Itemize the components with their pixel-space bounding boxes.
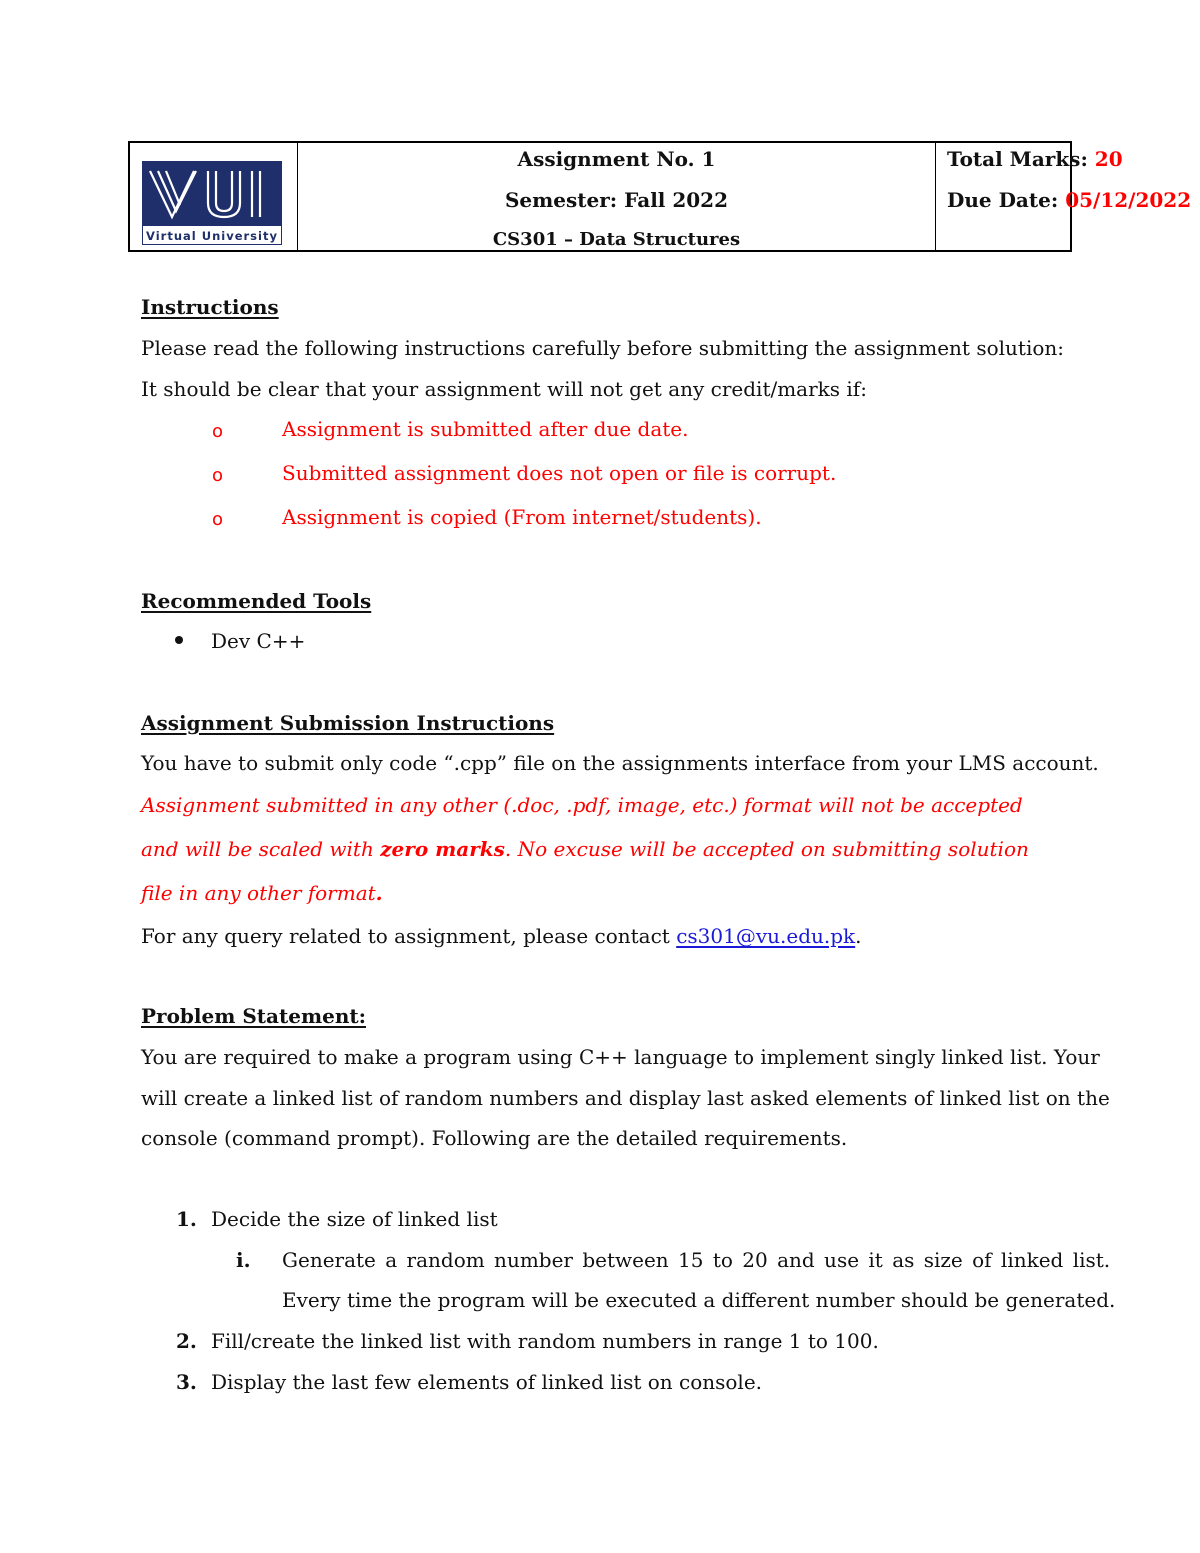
instruction-bullet: Assignment is copied (From internet/students). xyxy=(282,505,762,529)
zero-marks: zero marks xyxy=(380,837,505,861)
substep-line1: Generate a random number between 15 to 20 and use it as size of linked list. xyxy=(282,1248,1111,1272)
step-number: 2. xyxy=(176,1329,197,1353)
substep-line2: Every time the program will be executed a different number should be generated. xyxy=(282,1288,1116,1312)
submission-warning-2: and will be scaled with zero marks. No excuse will be accepted on submitting solution xyxy=(141,837,1029,861)
tools-heading: Recommended Tools xyxy=(141,589,372,613)
contact-email-link[interactable]: cs301@vu.edu.pk xyxy=(676,924,856,948)
title-cell xyxy=(298,143,936,250)
tool-item: Dev C++ xyxy=(211,629,306,653)
logo-cell xyxy=(130,143,298,250)
problem-para-line: will create a linked list of random numbers and display last asked elements of linked list on the xyxy=(141,1086,1110,1110)
submission-line1: You have to submit only code “.cpp” file on the assignments interface from your LMS account. xyxy=(141,751,1099,775)
step-text: Decide the size of linked list xyxy=(211,1207,498,1231)
step-number: 3. xyxy=(176,1370,197,1394)
marks-cell xyxy=(936,143,1192,250)
problem-para-line: console (command prompt). Following are the detailed requirements. xyxy=(141,1126,848,1150)
instruction-bullet: Assignment is submitted after due date. xyxy=(282,417,689,441)
bullet-marker: o xyxy=(212,509,224,530)
total-marks: Total Marks: 20 xyxy=(947,147,1123,171)
submission-warning-3: file in any other format. xyxy=(141,881,383,905)
instructions-line2: It should be clear that your assignment will not get any credit/marks if: xyxy=(141,377,867,401)
problem-para-line: You are required to make a program using C++ language to implement singly linked list. Your xyxy=(141,1045,1100,1069)
bullet-dot-icon xyxy=(175,636,183,644)
step-number: 1. xyxy=(176,1207,197,1231)
semester: Semester: Fall 2022 xyxy=(504,188,729,212)
substep-number: i. xyxy=(236,1248,251,1272)
bullet-marker: o xyxy=(212,465,224,486)
vu-logo xyxy=(142,161,282,245)
step-text: Fill/create the linked list with random numbers in range 1 to 100. xyxy=(211,1329,879,1353)
course-title: CS301 – Data Structures xyxy=(492,229,741,250)
due-date: Due Date: 05/12/2022 xyxy=(947,188,1192,212)
logo-subtitle: Virtual University xyxy=(146,229,278,243)
problem-heading: Problem Statement: xyxy=(141,1004,366,1028)
submission-heading: Assignment Submission Instructions xyxy=(141,711,555,735)
bullet-marker: o xyxy=(212,421,224,442)
instructions-heading: Instructions xyxy=(141,295,279,319)
total-marks-value: 20 xyxy=(1094,147,1123,171)
instructions-line1: Please read the following instructions carefully before submitting the assignment solution: xyxy=(141,336,1064,360)
contact-line: For any query related to assignment, please contact cs301@vu.edu.pk. xyxy=(141,924,862,948)
header-table xyxy=(128,141,1192,252)
assignment-number: Assignment No. 1 xyxy=(517,147,716,171)
step-text: Display the last few elements of linked list on console. xyxy=(211,1370,763,1394)
due-date-value: 05/12/2022 xyxy=(1065,188,1192,212)
submission-warning-1: Assignment submitted in any other (.doc, .pdf, image, etc.) format will not be accepted xyxy=(141,793,1023,817)
instruction-bullet: Submitted assignment does not open or file is corrupt. xyxy=(282,461,837,485)
